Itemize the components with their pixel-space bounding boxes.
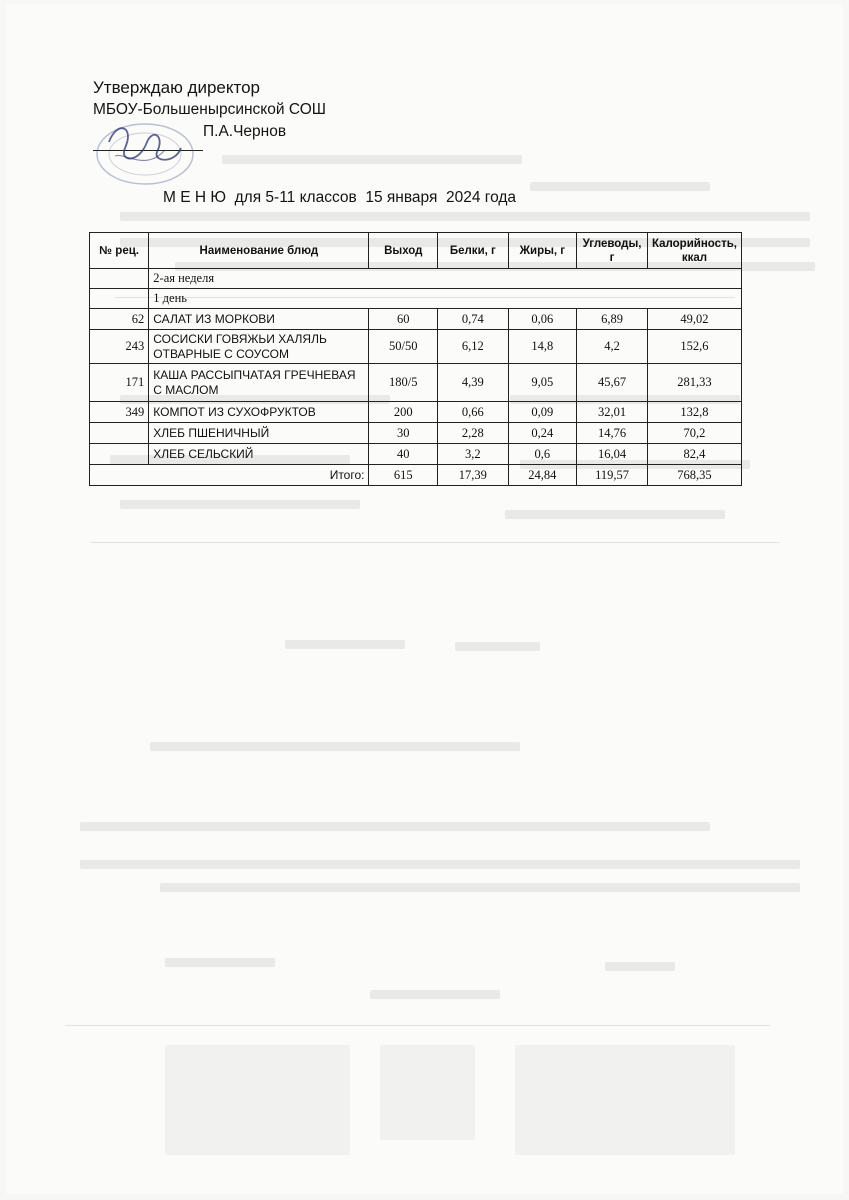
director-name: П.А.Чернов [203,123,287,140]
row-carbs: 16,04 [577,444,648,465]
header-protein: Белки, г [438,233,508,269]
table-row [90,364,742,402]
row-output: 200 [369,402,438,423]
table-row [90,444,742,465]
row-dish: СОСИСКИ ГОВЯЖЬИ ХАЛЯЛЬ ОТВАРНЫЕ С СОУСОМ [149,330,369,364]
row-fat: 9,05 [508,364,577,402]
row-fat: 0,6 [508,444,577,465]
table-row [90,402,742,423]
row-fat: 0,24 [508,423,577,444]
row-protein: 0,66 [438,402,508,423]
row-dish: ХЛЕБ ПШЕНИЧНЫЙ [149,423,369,444]
week-row-empty [90,269,149,289]
total-output: 615 [369,465,438,486]
row-carbs: 14,76 [577,423,648,444]
row-recipe [90,444,149,465]
row-fat: 14,8 [508,330,577,364]
week-label: 2-ая неделя [149,269,742,289]
menu-table [89,232,742,486]
row-recipe [90,423,149,444]
header-calories: Калорийность, ккал [647,233,741,269]
header-fat: Жиры, г [508,233,577,269]
row-recipe: 171 [90,364,149,402]
row-fat: 0,09 [508,402,577,423]
row-output: 30 [369,423,438,444]
total-carbs: 119,57 [577,465,648,486]
row-output: 50/50 [369,330,438,364]
row-carbs: 4,2 [577,330,648,364]
row-calories: 70,2 [647,423,741,444]
header-output: Выход [369,233,438,269]
week-row [90,269,742,289]
row-calories: 281,33 [647,364,741,402]
row-protein: 2,28 [438,423,508,444]
row-dish: ХЛЕБ СЕЛЬСКИЙ [149,444,369,465]
row-dish: КАША РАССЫПЧАТАЯ ГРЕЧНЕВАЯ С МАСЛОМ [149,364,369,402]
row-protein: 6,12 [438,330,508,364]
approval-line-2: МБОУ-Большенырсинской СОШ [93,101,326,118]
header-dish: Наименование блюд [149,233,369,269]
row-protein: 4,39 [438,364,508,402]
row-output: 180/5 [369,364,438,402]
row-calories: 82,4 [647,444,741,465]
header-recipe: № рец. [90,233,149,269]
row-recipe: 62 [90,309,149,330]
row-calories: 49,02 [647,309,741,330]
row-calories: 152,6 [647,330,741,364]
table-row [90,330,742,364]
row-recipe: 243 [90,330,149,364]
table-row [90,309,742,330]
seal-stamp [95,112,205,192]
row-carbs: 6,89 [577,309,648,330]
row-calories: 132,8 [647,402,741,423]
total-fat: 24,84 [508,465,577,486]
row-protein: 3,2 [438,444,508,465]
row-carbs: 45,67 [577,364,648,402]
table-row [90,423,742,444]
day-row-empty [90,289,149,309]
approval-line-1: Утверждаю директор [93,78,261,97]
total-label: Итого: [90,465,369,486]
total-row [90,465,742,486]
total-protein: 17,39 [438,465,508,486]
day-label: 1 день [149,289,742,309]
row-output: 40 [369,444,438,465]
row-fat: 0,06 [508,309,577,330]
row-protein: 0,74 [438,309,508,330]
row-recipe: 349 [90,402,149,423]
row-carbs: 32,01 [577,402,648,423]
row-dish: КОМПОТ ИЗ СУХОФРУКТОВ [149,402,369,423]
row-output: 60 [369,309,438,330]
table-header-row [90,233,742,269]
total-calories: 768,35 [647,465,741,486]
header-carbs: Углеводы, г [577,233,648,269]
menu-title: М Е Н Ю для 5-11 классов 15 января 2024 года [163,189,517,206]
row-dish: САЛАТ ИЗ МОРКОВИ [149,309,369,330]
day-row [90,289,742,309]
